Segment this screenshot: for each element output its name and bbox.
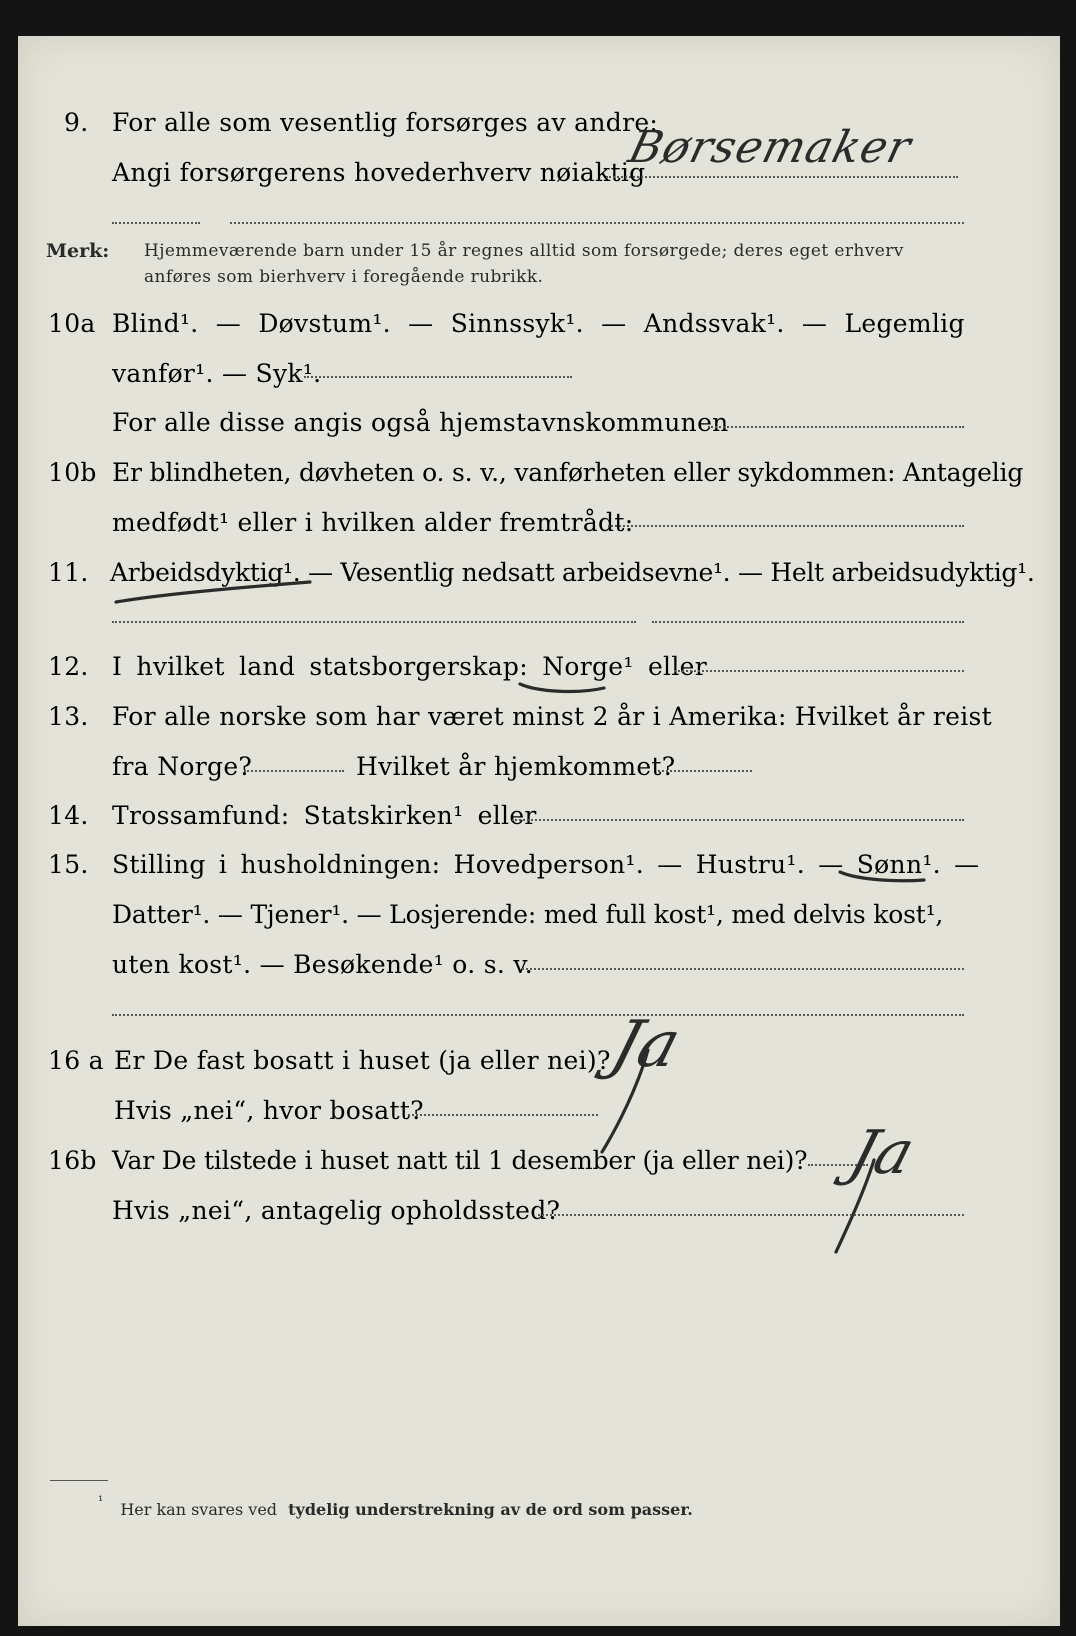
footnote-plain-text: Her kan svares ved bbox=[120, 1500, 278, 1519]
question-11-underline-mark bbox=[114, 576, 314, 606]
footnote bbox=[98, 1494, 693, 1519]
footnote-mark: ¹ bbox=[98, 1494, 104, 1509]
question-13-line1: For alle norske som har været minst 2 år i Amerika: Hvilket år reist bbox=[112, 702, 993, 731]
question-10b-answer-line[interactable] bbox=[608, 525, 964, 527]
note-line2: anføres som bierhverv i foregående rubrikk. bbox=[144, 267, 544, 287]
note-label: Merk: bbox=[46, 240, 110, 262]
question-13-line2b: Hvilket år hjemkommet? bbox=[356, 752, 676, 781]
blank-line bbox=[652, 621, 964, 623]
question-14-number: 14. bbox=[48, 801, 89, 830]
question-16a-handwritten-answer: Ja bbox=[603, 1008, 689, 1082]
blank-line bbox=[112, 1014, 964, 1016]
question-16a-where-line[interactable] bbox=[408, 1114, 598, 1116]
question-16a-line2: Hvis „nei“, hvor bosatt? bbox=[114, 1096, 424, 1125]
question-16a-pen-stroke bbox=[598, 1046, 658, 1156]
question-12-number: 12. bbox=[48, 652, 89, 681]
blank-line bbox=[112, 222, 200, 224]
question-15-number: 15. bbox=[48, 850, 89, 879]
blank-line bbox=[112, 621, 636, 623]
question-10a-hometown-line[interactable] bbox=[708, 426, 964, 428]
question-10b-line1: Er blindheten, døvheten o. s. v., vanførheten eller sykdommen: Antagelig bbox=[112, 458, 1024, 487]
question-15-line2: Datter¹. — Tjener¹. — Losjerende: med full kost¹, med delvis kost¹, bbox=[112, 900, 944, 929]
question-16b-number: 16b bbox=[48, 1146, 97, 1175]
question-15-line3: uten kost¹. — Besøkende¹ o. s. v. bbox=[112, 950, 534, 979]
question-13-number: 13. bbox=[48, 702, 89, 731]
question-9-handwritten-answer: Børsemaker bbox=[623, 122, 917, 173]
census-form-page bbox=[18, 36, 1060, 1626]
blank-line bbox=[230, 222, 964, 224]
question-12-answer-line[interactable] bbox=[674, 670, 964, 672]
question-14-answer-line[interactable] bbox=[512, 819, 964, 821]
question-10b-number: 10b bbox=[48, 458, 97, 487]
question-13-year-left-line[interactable] bbox=[244, 770, 344, 772]
question-13-line2a: fra Norge? bbox=[112, 752, 253, 781]
question-9-answer-line[interactable] bbox=[606, 176, 958, 178]
question-12-line1: I hvilket land statsborgerskap: Norge¹ eller bbox=[112, 652, 707, 681]
question-14-line1: Trossamfund: Statskirken¹ eller bbox=[112, 801, 537, 830]
question-10a-answer-line[interactable] bbox=[304, 376, 572, 378]
question-11-line1: Arbeidsdyktig¹. — Vesentlig nedsatt arbeidsevne¹. — Helt arbeidsudyktig¹. bbox=[110, 558, 1035, 587]
note-line1: Hjemmeværende barn under 15 år regnes alltid som forsørgede; deres eget erhverv bbox=[144, 241, 904, 261]
question-11-number: 11. bbox=[48, 558, 89, 587]
question-12-underline-mark bbox=[518, 678, 608, 700]
question-16b-handwritten-answer: Ja bbox=[841, 1118, 922, 1188]
question-16a-line1: Er De fast bosatt i huset (ja eller nei)? bbox=[114, 1046, 611, 1075]
question-16a-number: 16 a bbox=[48, 1046, 104, 1075]
question-16b-place-line[interactable] bbox=[538, 1214, 964, 1216]
question-13-year-returned-line[interactable] bbox=[658, 770, 752, 772]
question-15-line1: Stilling i husholdningen: Hovedperson¹. — Hustru¹. — Sønn¹. — bbox=[112, 850, 980, 879]
question-16b-pen-stroke bbox=[830, 1156, 880, 1256]
question-10b-line2: medfødt¹ eller i hvilken alder fremtrådt: bbox=[112, 508, 634, 537]
question-9-number: 9. bbox=[64, 108, 89, 137]
question-15-underline-mark bbox=[838, 868, 928, 890]
question-10a-line2: vanfør¹. — Syk¹. bbox=[112, 359, 322, 388]
question-10a-line3: For alle disse angis også hjemstavnskommunen bbox=[112, 408, 729, 437]
question-15-answer-line[interactable] bbox=[522, 968, 964, 970]
footnote-rule bbox=[50, 1480, 108, 1481]
question-10a-line1: Blind¹. — Døvstum¹. — Sinnssyk¹. — Andssvak¹. — Legemlig bbox=[112, 309, 965, 338]
question-16b-line1: Var De tilstede i huset natt til 1 desember (ja eller nei)? bbox=[112, 1146, 808, 1175]
question-9-line2: Angi forsørgerens hovederhverv nøiaktig bbox=[112, 158, 646, 187]
question-9-line1: For alle som vesentlig forsørges av andre: bbox=[112, 108, 659, 137]
footnote-bold-text: tydelig understrekning av de ord som passer. bbox=[288, 1500, 693, 1519]
question-10a-number: 10a bbox=[48, 309, 96, 338]
question-16b-line2: Hvis „nei“, antagelig opholdssted? bbox=[112, 1196, 561, 1225]
